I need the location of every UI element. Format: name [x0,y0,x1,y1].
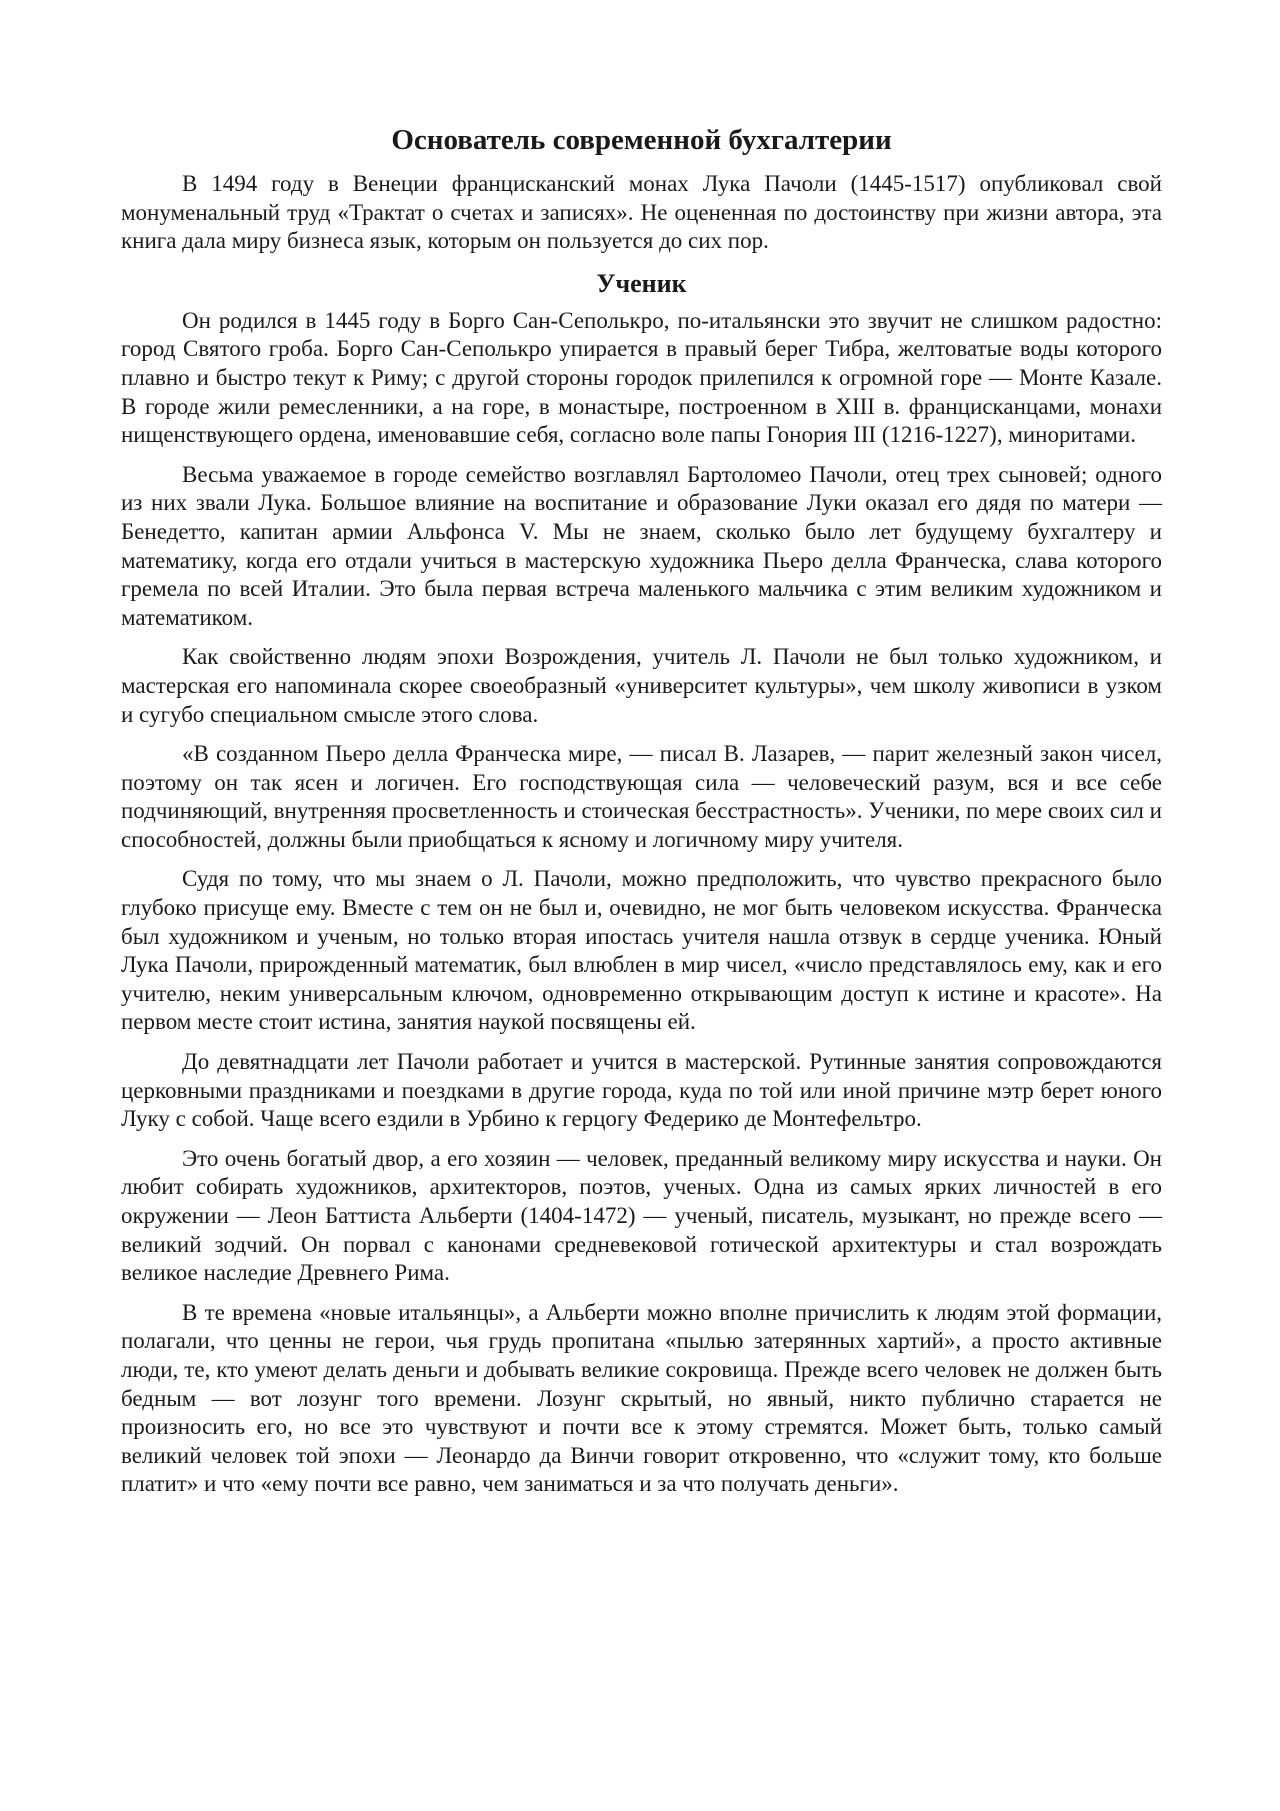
body-paragraph-3: Как свойственно людям эпохи Возрождения, учитель Л. Пачоли не был только художником, и мастерская его напоминала скорее своеобразный «университет культуры», чем школу живописи в узком и сугубо специальном смысле этого слова. [121,644,1162,727]
body-paragraph-6: До девятнадцати лет Пачоли работает и учится в мастерской. Рутинные занятия сопровождаются церковными праздниками и поездками в другие города, куда по той или иной причине мэтр берет юного Луку с собой. Чаще всего ездили в Урбино к герцогу Федерико де Монтефельтро. [121,1049,1162,1132]
document-title: Основатель современной бухгалтерии [391,124,892,156]
body-paragraph-5: Судя по тому, что мы знаем о Л. Пачоли, можно предположить, что чувство прекрасного было глубоко присуще ему. Вместе с тем он не был и, очевидно, не мог быть человеком искусства. Франческа был художником и ученым, но только вторая ипостась учителя нашла отзвук в сердце ученика. Юный Лука Пачоли, прирожденный математик, был влюблен в мир чисел, «число представлялось ему, как и его учителю, неким универсальным ключом, одновременно открывающим доступ к истине и красоте». На первом месте стоит истина, занятия наукой посвящены ей. [121,866,1162,1035]
body-paragraph-4: «В созданном Пьеро делла Франческа мире, — писал В. Лазарев, — парит железный закон чисел, поэтому он так ясен и логичен. Его господствующая сила — человеческий разум, вся и все себе подчиняющий, внутренняя просветленность и стоическая бесстрастность». Ученики, по мере своих сил и способностей, должны были приобщаться к ясному и логичному миру учителя. [121,741,1162,852]
body-paragraph-8: В те времена «новые итальянцы», а Альберти можно вполне причислить к людям этой формации, полагали, что ценны не герои, чья грудь пропитана «пылью затерянных хартий», а просто активные люди, те, кто умеют делать деньги и добывать великие сокровища. Прежде всего человек не должен быть бедным — вот лозунг того времени. Лозунг скрытый, но явный, никто публично старается не произносить его, но все это чувствуют и почти все к этому стремятся. Может быть, только самый великий человек той эпохи — Леонардо да Винчи говорит откровенно, что «служит тому, кто больше платит» и что «ему почти все равно, чем заниматься и за что получать деньги». [121,1299,1162,1497]
section-heading: Ученик [596,268,687,298]
body-paragraph-1: Он родился в 1445 году в Борго Сан-Сеполькро, по-итальянски это звучит не слишком радостно: город Святого гроба. Борго Сан-Сеполькро упирается в правый берег Тибра, желтоватые воды которого плавно и быстро текут к Риму; с другой стороны городок прилепился к огромной горе — Монте Казале. В городе жили ремесленники, а на горе, в монастыре, построенном в XIII в. францисканцами, монахи нищенствующего ордена, именовавшие себя, согласно воле папы Гонория III (1216-1227), миноритами. [121,307,1162,448]
body-paragraph-2: Весьма уважаемое в городе семейство возглавлял Бартоломео Пачоли, отец трех сыновей; одного из них звали Лука. Большое влияние на воспитание и образование Луки оказал его дядя по матери — Бенедетто, капитан армии Альфонса V. Мы не знаем, сколько было лет будущему бухгалтеру и математику, когда его отдали учиться в мастерскую художника Пьеро делла Франческа, слава которого гремела по всей Италии. Это была первая встреча маленького мальчика с этим великим художником и математиком. [121,461,1162,630]
intro-paragraph: В 1494 году в Венеции францисканский монах Лука Пачоли (1445-1517) опубликовал свой монуменальный труд «Трактат о счетах и записях». Не оцененная по достоинству при жизни автора, эта книга дала миру бизнеса язык, которым он пользуется до сих пор. [121,171,1162,254]
body-paragraph-7: Это очень богатый двор, а его хозяин — человек, преданный великому миру искусства и науки. Он любит собирать художников, архитекторов, поэтов, ученых. Одна из самых ярких личностей в его окружении — Леон Баттиста Альберти (1404-1472) — ученый, писатель, музыкант, но прежде всего — великий зодчий. Он порвал с канонами средневековой готической архитектуры и стал возрождать великое наследие Древнего Рима. [121,1145,1162,1286]
